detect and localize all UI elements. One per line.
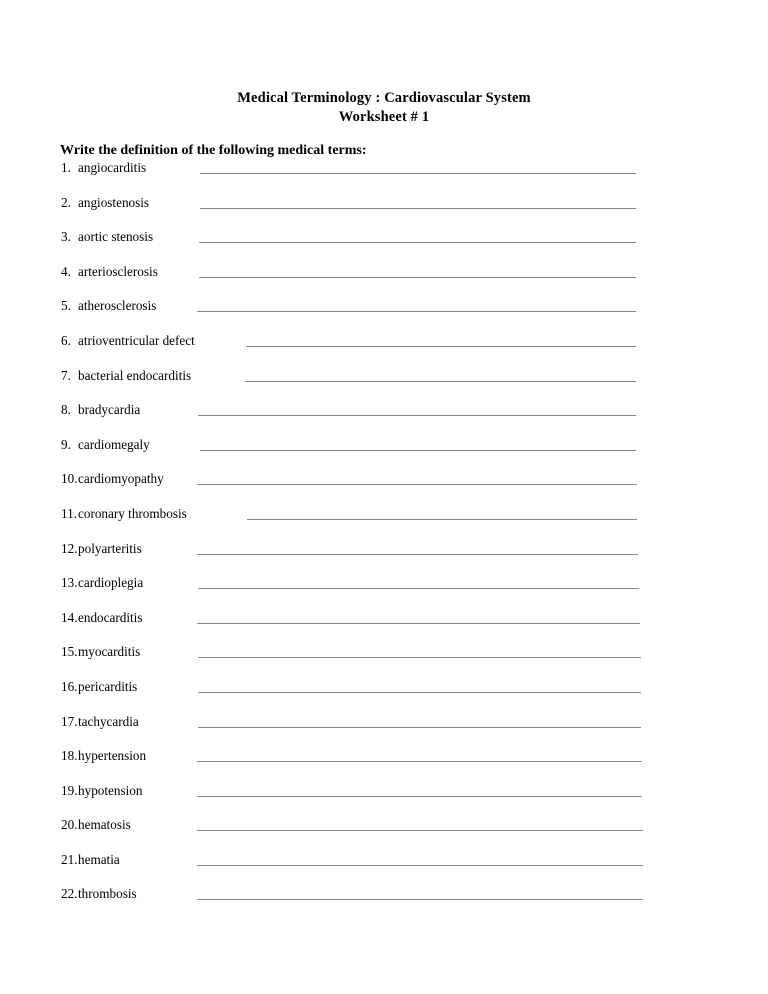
term-label: cardiomyopathy [78, 471, 164, 487]
answer-blank-line[interactable] [247, 519, 637, 520]
term-label: cardioplegia [78, 575, 144, 591]
term-row [0, 852, 768, 887]
term-number: 19. [61, 782, 78, 798]
term-number: 20. [61, 817, 78, 833]
term-row [0, 229, 768, 264]
term-number: 21. [61, 851, 78, 867]
term-label: aortic stenosis [78, 229, 154, 245]
term-row [0, 264, 768, 299]
term-label: atrioventricular defect [78, 332, 195, 348]
answer-blank-line[interactable] [200, 173, 636, 174]
answer-blank-line[interactable] [199, 242, 636, 243]
term-number: 16. [61, 678, 78, 694]
term-number: 12. [61, 540, 78, 556]
answer-blank-line[interactable] [198, 727, 641, 728]
term-number: 13. [61, 575, 78, 591]
term-row [0, 575, 768, 610]
term-number: 3. [61, 229, 71, 245]
answer-blank-line[interactable] [246, 346, 636, 347]
term-number: 14. [61, 609, 78, 625]
term-label: angiocarditis [78, 160, 147, 175]
answer-blank-line[interactable] [197, 830, 643, 831]
term-number: 1. [61, 160, 71, 175]
worksheet-title [0, 89, 768, 126]
answer-blank-line[interactable] [200, 208, 636, 209]
answer-blank-line[interactable] [197, 484, 637, 485]
term-number: 2. [61, 194, 71, 210]
term-row [0, 471, 768, 506]
term-row [0, 298, 768, 333]
term-number: 4. [61, 263, 71, 279]
term-label: myocarditis [78, 644, 141, 660]
term-list [0, 160, 768, 921]
title-line-1: Medical Terminology : Cardiovascular System [237, 90, 531, 106]
instruction-text: Write the definition of the following medical terms: [60, 143, 367, 158]
term-number: 5. [61, 298, 71, 314]
term-row [0, 748, 768, 783]
term-label: coronary thrombosis [78, 505, 187, 521]
term-row [0, 783, 768, 818]
term-label: endocarditis [78, 609, 143, 625]
answer-blank-line[interactable] [198, 692, 641, 693]
term-label: bacterial endocarditis [78, 367, 192, 383]
term-row [0, 402, 768, 437]
term-label: atherosclerosis [78, 298, 157, 314]
term-row [0, 506, 768, 541]
term-number: 17. [61, 713, 78, 729]
answer-blank-line[interactable] [245, 381, 636, 382]
term-number: 8. [61, 402, 71, 418]
term-row [0, 195, 768, 230]
term-label: thrombosis [78, 886, 137, 902]
term-row [0, 333, 768, 368]
answer-blank-line[interactable] [198, 657, 641, 658]
term-number: 7. [61, 367, 71, 383]
answer-blank-line[interactable] [197, 865, 643, 866]
term-number: 10. [61, 471, 78, 487]
term-label: tachycardia [78, 713, 139, 729]
term-label: polyarteritis [78, 540, 142, 556]
term-row [0, 437, 768, 472]
term-row [0, 679, 768, 714]
answer-blank-line[interactable] [197, 796, 642, 797]
term-label: bradycardia [78, 402, 141, 418]
answer-blank-line[interactable] [197, 311, 636, 312]
term-row [0, 644, 768, 679]
term-label: hematia [78, 851, 120, 867]
term-number: 9. [61, 436, 71, 452]
term-row [0, 368, 768, 403]
answer-blank-line[interactable] [200, 450, 636, 451]
term-label: pericarditis [78, 678, 138, 694]
term-label: cardiomegaly [78, 436, 150, 452]
term-row [0, 610, 768, 645]
term-row [0, 160, 768, 195]
term-label: angiostenosis [78, 194, 150, 210]
answer-blank-line[interactable] [198, 588, 639, 589]
term-number: 11. [61, 505, 77, 521]
term-number: 15. [61, 644, 78, 660]
term-row [0, 541, 768, 576]
answer-blank-line[interactable] [199, 277, 636, 278]
answer-blank-line[interactable] [197, 899, 643, 900]
term-label: arteriosclerosis [78, 263, 158, 279]
term-label: hypotension [78, 782, 143, 798]
answer-blank-line[interactable] [197, 623, 640, 624]
answer-blank-line[interactable] [197, 761, 642, 762]
term-number: 18. [61, 748, 78, 764]
term-label: hematosis [78, 817, 131, 833]
term-row [0, 714, 768, 749]
term-row [0, 886, 768, 921]
title-line-2: Worksheet # 1 [338, 108, 430, 125]
term-row [0, 817, 768, 852]
term-label: hypertension [78, 748, 147, 764]
term-number: 6. [61, 332, 71, 348]
term-number: 22. [61, 886, 78, 902]
answer-blank-line[interactable] [197, 554, 638, 555]
answer-blank-line[interactable] [198, 415, 636, 416]
